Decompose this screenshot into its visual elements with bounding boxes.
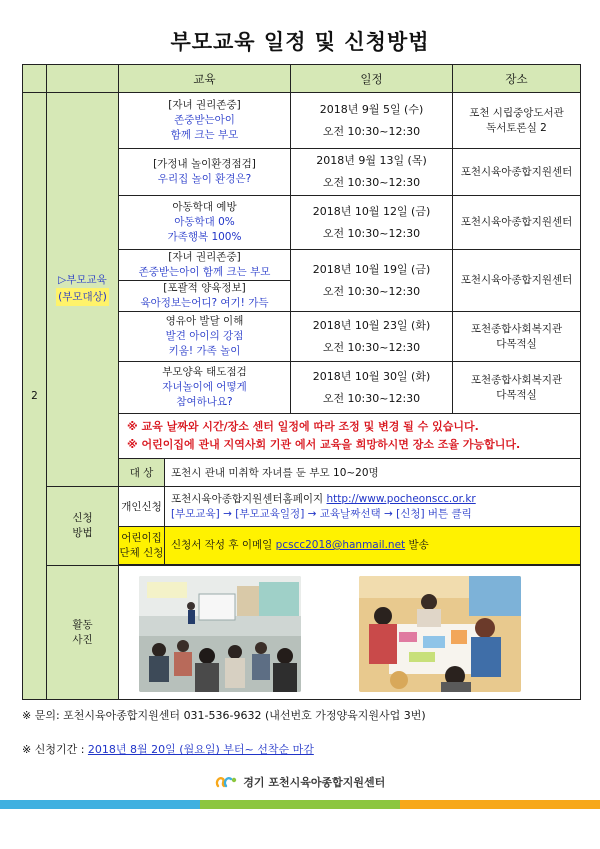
period-value: 2018년 8월 20일 (월요일) 부터~ 선착순 마감 xyxy=(87,743,314,756)
color-bar-blue xyxy=(0,800,200,809)
header-place: 장소 xyxy=(453,65,581,93)
contact-line xyxy=(22,707,426,723)
session-place-cell xyxy=(453,362,581,414)
session-time: 오전 10:30~12:30 xyxy=(322,340,421,354)
period-prefix: ※ 신청기간 : xyxy=(22,743,85,756)
group-label: 어린이집 xyxy=(121,531,162,544)
session-time: 오전 10:30~12:30 xyxy=(322,391,421,405)
notice-line: ※ 어린이집에 관내 지역사회 기관 에서 교육을 희망하시면 장소 조율 가능합니다. xyxy=(127,438,521,451)
apply-personal-row xyxy=(23,487,581,527)
group-method-suffix: 발송 xyxy=(408,539,429,551)
email-link[interactable]: pcscc2018@hanmail.net xyxy=(275,539,406,551)
schedule-table xyxy=(22,64,581,700)
session-desc: 참여하나요? xyxy=(176,396,233,408)
session-place: 포천 시립중앙도서관 xyxy=(469,106,564,119)
contact-prefix: ※ 문의: 포천시육아종합지원센터 xyxy=(22,709,181,722)
target-label: 대 상 xyxy=(119,459,165,487)
session-topic-b: [포괄적 양육정보] xyxy=(163,282,246,294)
category-cell xyxy=(47,93,119,487)
session-desc: 존중받는아이 함께 크는 부모 xyxy=(138,266,271,278)
session-time: 오전 10:30~12:30 xyxy=(322,284,421,298)
session-date: 2018년 10월 30일 (화) xyxy=(312,369,431,383)
row-number: 2 xyxy=(23,93,47,700)
session-time: 오전 10:30~12:30 xyxy=(322,226,421,240)
personal-label: 개인신청 xyxy=(119,487,165,527)
session-topic-cell xyxy=(119,362,291,414)
session-place: 포천시육아종합지원센터 xyxy=(460,274,573,286)
session-time: 오전 10:30~12:30 xyxy=(322,124,421,138)
personal-steps: [부모교육] → [부모교육일정] → 교육날짜선택 → [신청] 버튼 클릭 xyxy=(171,507,472,520)
group-method-text: 신청서 작성 후 이메일 xyxy=(171,539,273,551)
craft-photo-image xyxy=(359,576,521,692)
group-method-cell xyxy=(165,527,581,565)
notice-cell xyxy=(119,414,581,459)
color-bar-green xyxy=(200,800,400,809)
session-place-cell xyxy=(453,312,581,362)
photo-row xyxy=(23,566,581,700)
photo-area xyxy=(119,568,580,698)
notice-line: ※ 교육 날짜와 시간/장소 센터 일정에 따라 조정 및 변경 될 수 있습니다. xyxy=(127,420,479,433)
session-place: 포천시육아종합지원센터 xyxy=(460,165,573,178)
session-date: 2018년 10월 12일 (금) xyxy=(312,204,431,218)
session-place-cell xyxy=(453,250,581,312)
session-topic-cell xyxy=(119,312,291,362)
session-desc: 키움! 가족 놀이 xyxy=(168,345,241,357)
session-topic: [가정내 놀이환경점검] xyxy=(153,158,256,170)
session-topic-cell xyxy=(119,149,291,196)
activity-photo-craft xyxy=(359,576,521,692)
session-date: 2018년 10월 23일 (화) xyxy=(312,318,431,332)
session-desc: 자녀놀이에 어떻게 xyxy=(162,381,247,393)
target-value: 포천시 관내 미취학 자녀를 둔 부모 10~20명 xyxy=(165,459,581,487)
apply-label: 신청 xyxy=(72,512,93,524)
session-date-cell xyxy=(291,149,453,196)
session-date: 2018년 9월 13일 (목) xyxy=(316,154,427,167)
session-topic: 아동학대 예방 xyxy=(172,201,237,213)
session-place-room: 독서토론실 2 xyxy=(486,121,547,134)
table-header-row xyxy=(23,65,581,93)
activity-photo-lecture xyxy=(139,576,301,692)
homepage-link[interactable]: http://www.pocheonscc.or.kr xyxy=(326,492,476,505)
session-place-cell xyxy=(453,93,581,149)
session-topic-cell xyxy=(119,93,291,149)
personal-site-name: 포천시육아종합지원센터홈페이지 xyxy=(171,492,324,505)
group-label-cell xyxy=(119,527,165,565)
session-desc: 우리집 놀이 환경은? xyxy=(157,173,252,185)
session-time: 오전 10:30~12:30 xyxy=(322,176,421,189)
header-education: 교육 xyxy=(119,65,291,93)
center-logo-text: 경기 포천시육아종합지원센터 xyxy=(243,776,386,789)
session-date-cell xyxy=(291,250,453,312)
contact-phone: 031-536-9632 xyxy=(183,709,262,722)
personal-method-cell xyxy=(165,487,581,527)
apply-label: 방법 xyxy=(72,527,93,539)
category-label: ▷부모교육 xyxy=(58,274,107,286)
session-topic: 부모양육 태도점검 xyxy=(162,366,247,378)
session-topic: 영유아 발달 이해 xyxy=(165,315,244,327)
session-date-cell xyxy=(291,196,453,250)
session-place-room: 다목적실 xyxy=(496,337,537,350)
photo-label-cell xyxy=(47,566,119,700)
session-topic-cell xyxy=(119,250,291,312)
header-blank-num xyxy=(23,65,47,93)
photo-cell xyxy=(119,566,581,700)
session-desc: 가족행복 100% xyxy=(167,231,242,243)
session-place: 포천종합사회복지관 xyxy=(470,373,563,386)
personal-line-1 xyxy=(171,492,574,507)
session-place: 포천종합사회복지관 xyxy=(470,322,563,335)
table-row xyxy=(23,93,581,149)
session-place: 포천시육아종합지원센터 xyxy=(460,216,573,228)
session-desc: 존중받는아이 xyxy=(174,114,235,126)
session-desc: 발견 아이의 강점 xyxy=(165,330,244,342)
photo-label: 사진 xyxy=(72,633,93,646)
header-schedule: 일정 xyxy=(291,65,453,93)
session-place-cell xyxy=(453,149,581,196)
session-date-cell xyxy=(291,362,453,414)
lecture-photo-image xyxy=(139,576,301,692)
center-logo xyxy=(0,774,600,790)
color-bar-orange xyxy=(400,800,600,809)
session-topic: [자녀 권리존중] xyxy=(168,99,241,111)
session-date: 2018년 10월 19일 (금) xyxy=(312,262,431,276)
photo-label: 활동 xyxy=(72,618,93,631)
page-title: 부모교육 일정 및 신청방법 xyxy=(170,30,430,54)
session-date-cell xyxy=(291,312,453,362)
session-date-cell xyxy=(291,93,453,149)
session-date: 2018년 9월 5일 (수) xyxy=(319,102,424,116)
header-blank-cat xyxy=(47,65,119,93)
category-sub-label: (부모대상) xyxy=(56,288,109,306)
period-line xyxy=(22,741,314,757)
session-place-cell xyxy=(453,196,581,250)
apply-label-cell xyxy=(47,487,119,566)
session-desc-b: 육아정보는어디? 여기! 가득 xyxy=(140,297,269,309)
contact-suffix: (내선번호 가정양육지원사업 3번) xyxy=(265,709,426,722)
center-logo-icon xyxy=(215,774,237,790)
group-label: 단체 신청 xyxy=(119,546,164,559)
color-bar xyxy=(0,800,600,809)
session-desc: 아동학대 0% xyxy=(174,216,235,228)
session-place-room: 다목적실 xyxy=(496,388,537,401)
session-topic-cell xyxy=(119,196,291,250)
session-desc: 함께 크는 부모 xyxy=(170,129,239,141)
session-topic: [자녀 권리존중] xyxy=(168,251,241,263)
